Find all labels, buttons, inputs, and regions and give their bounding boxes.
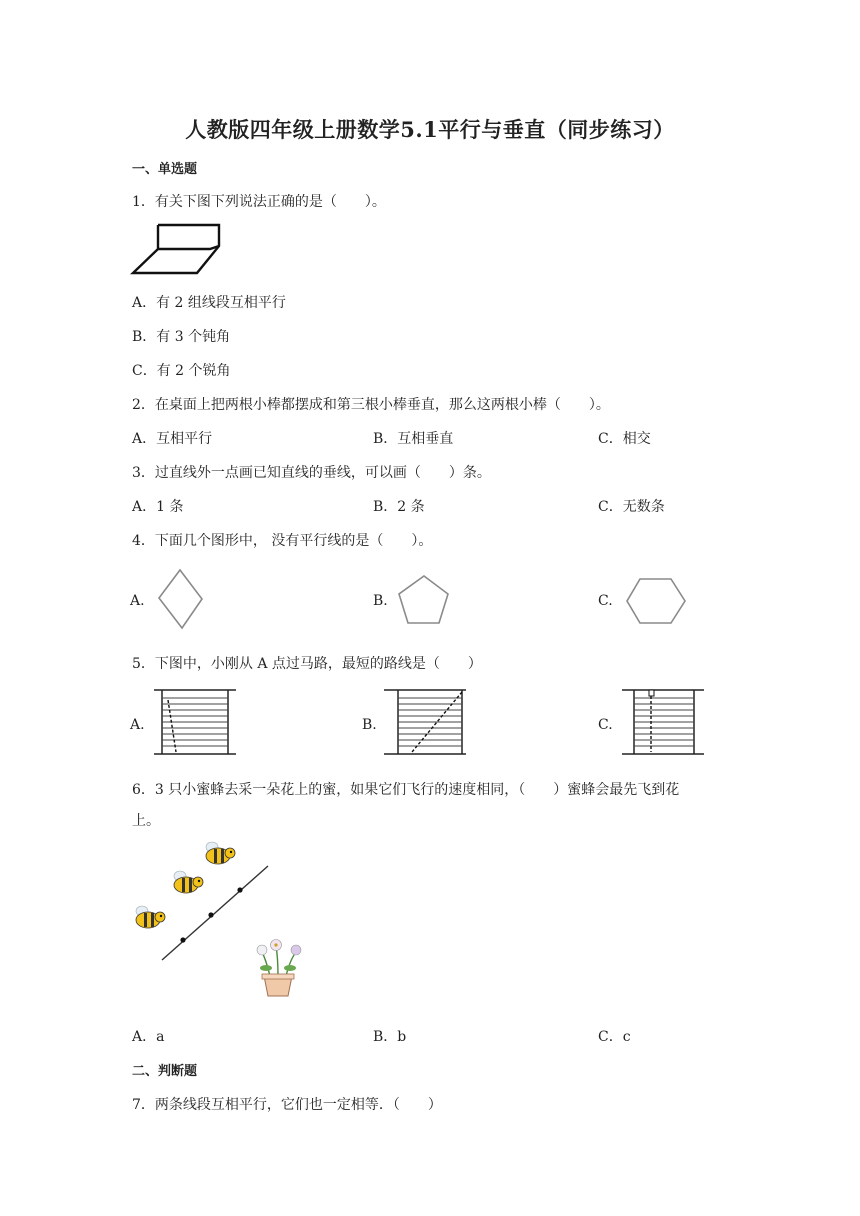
q1-figure-inner-line [158, 246, 219, 249]
q1-option-b[interactable]: B．有 3 个钝角 [132, 329, 231, 345]
q3-option-c[interactable]: C．无数条 [598, 499, 665, 515]
q6-bees-figure [128, 838, 318, 1003]
question-1: 1．有关下图下列说法正确的是（ ）。 [132, 194, 386, 210]
q3-option-b[interactable]: B．2 条 [373, 499, 425, 515]
q6-point [208, 912, 213, 917]
q6-option-b[interactable]: B．b [373, 1029, 407, 1045]
q4-hexagon-figure [624, 576, 688, 626]
q1-figure [128, 222, 224, 278]
q5-option-a[interactable]: A. [130, 717, 145, 733]
q2-option-c[interactable]: C．相交 [598, 431, 651, 447]
q5-right-angle-mark [649, 690, 654, 696]
q4-pentagon-figure [396, 573, 452, 629]
q5-option-b[interactable]: B. [362, 717, 377, 733]
question-5: 5．下图中，小刚从 A 点过马路，最短的路线是（ ） [132, 656, 482, 672]
bee-icon [206, 842, 235, 864]
q6-option-c[interactable]: C．c [598, 1029, 631, 1045]
question-6-line-2: 上。 [132, 813, 160, 829]
q6-point [180, 937, 185, 942]
section-single-choice: 一、单选题 [132, 162, 198, 177]
question-4: 4．下面几个图形中， 没有平行线的是（ ）。 [132, 533, 433, 549]
q6-option-a[interactable]: A．a [132, 1029, 165, 1045]
q5-road-c [622, 688, 708, 758]
q2-option-a[interactable]: A．互相平行 [132, 431, 213, 447]
q5-road-a [154, 688, 240, 758]
q5-option-c[interactable]: C. [598, 717, 613, 733]
q2-option-b[interactable]: B．互相垂直 [373, 431, 454, 447]
q4-option-c[interactable]: C. [598, 593, 613, 609]
flower-pot-icon [257, 940, 301, 997]
q4-option-a[interactable]: A. [130, 593, 145, 609]
question-6-line-1: 6．3 只小蜜蜂去采一朵花上的蜜，如果它们飞行的速度相同，（ ）蜜蜂会最先飞到花 [132, 782, 680, 798]
question-3: 3．过直线外一点画已知直线的垂线，可以画（ ）条。 [132, 465, 491, 481]
q5-route-a [168, 700, 176, 752]
bee-icon [136, 906, 165, 928]
q1-option-c[interactable]: C．有 2 个锐角 [132, 363, 231, 379]
section-judgment: 二、判断题 [132, 1064, 198, 1079]
q6-point [237, 887, 242, 892]
bee-icon [174, 871, 203, 893]
q1-option-a[interactable]: A．有 2 组线段互相平行 [132, 295, 286, 311]
page-title: 人教版四年级上册数学5.1平行与垂直（同步练习） [185, 117, 675, 142]
q3-option-a[interactable]: A．1 条 [132, 499, 184, 515]
q4-option-b[interactable]: B. [373, 593, 388, 609]
question-2: 2．在桌面上把两根小棒都摆成和第三根小棒垂直，那么这两根小棒（ ）。 [132, 397, 610, 413]
q5-road-b [384, 688, 470, 758]
q4-rhombus-figure [156, 568, 206, 632]
question-7: 7．两条线段互相平行，它们也一定相等．（ ） [132, 1097, 442, 1113]
